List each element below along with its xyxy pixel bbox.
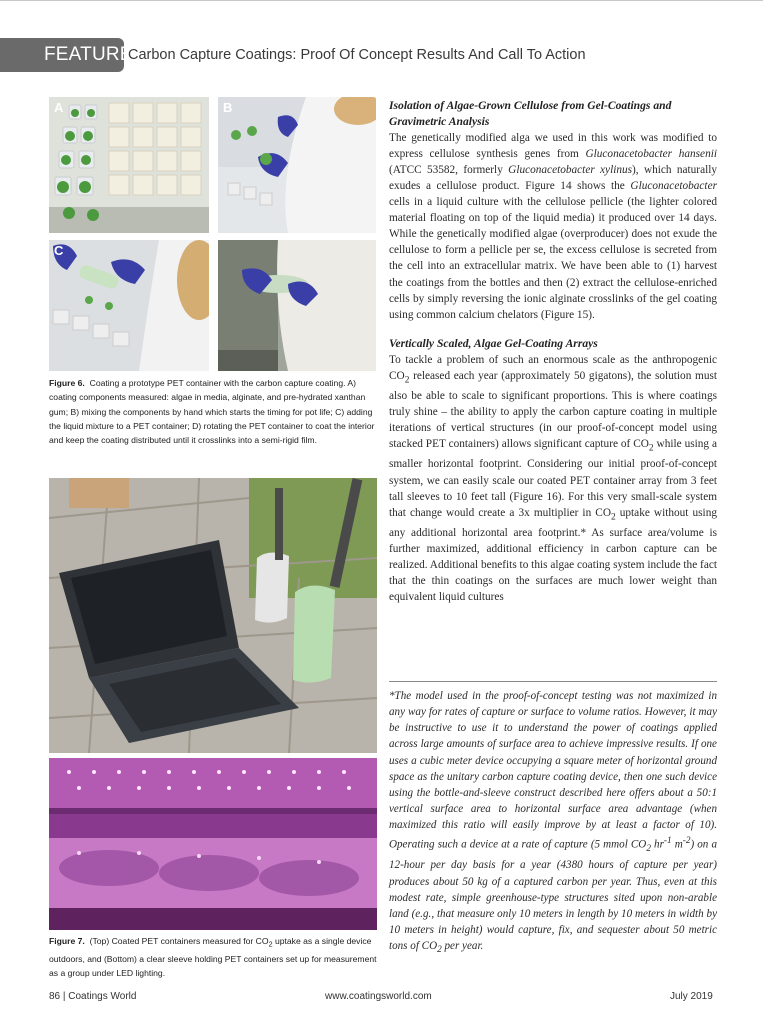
fn-text-e: per year. (441, 940, 484, 953)
fn-text-c: m (671, 839, 683, 852)
section1-heading: Isolation of Algae-Grown Cellulose from Gel-Coatings and Gravimetric Analysis (389, 99, 672, 129)
page-header (0, 38, 763, 72)
led-lighting-image (49, 758, 377, 930)
fn-sup-2: -2 (682, 836, 691, 847)
s1-text-c: ), which naturally exudes a cellulose product. Figure 14 shows the (389, 164, 718, 193)
fn-text-d: ) on a 12-hour per day basis for a year (4380 hours of capture per year) produces about 50 kg of a captured carbon per year. Thus, even at this modest rate, simple greenhouse-type structures sited upon non-arable land (e.g., that measure only 10 meters in length by 10 meters in width by 10 meters in height) would capture, fix, and sequester about 50 metric tons of CO (389, 839, 717, 953)
panel-label-c: C (54, 243, 64, 258)
panel-label-b: B (223, 100, 233, 115)
footer-date: July 2019 (670, 991, 713, 1002)
s2-text-a: To tackle a problem of such an enormous scale as the anthropogenic CO (389, 353, 717, 382)
header-title: Carbon Capture Coatings: Proof Of Concept Results And Call To Action (128, 47, 586, 63)
figure7-caption-sub: 2 (268, 940, 273, 949)
fn-sub-1: 2 (646, 844, 651, 855)
fn-text-b: hr (650, 839, 664, 852)
adding-mixture-image (49, 240, 209, 371)
article-body (389, 98, 717, 605)
s1-text-d: cells in a liquid culture with the cellulose pellicle (the lighter colored material floating on top of the liquid media) it produced over 14 days. While the genetically modified algae (overproducer) does not exude the cellulose to form a pellicle per se, the excess cellulose is secreted from the cell into an extracellular matrix. We have been able to (1) harvest the coatings from the bottles and then (2) extract the cellulose-enriched cells by simply reversing the ionic alginate crosslinks of the gel coating using common calcium chelators (Figure 15). (389, 196, 717, 321)
figure7-caption-label: Figure 7. (49, 936, 85, 946)
s2-sub-2: 2 (648, 443, 654, 454)
hand-mixing-image (218, 97, 376, 233)
s2-sub-1: 2 (404, 375, 410, 385)
figure6-panel-b-photo (218, 97, 376, 233)
footnote (389, 688, 717, 959)
figure7-caption-part1: (Top) Coated PET containers measured for CO (89, 936, 269, 946)
figure7-caption (49, 934, 377, 981)
s1-species-2: Gluconacetobacter xylinus (508, 164, 633, 177)
s1-species-1: Gluconacetobacter hansenii (585, 148, 717, 161)
section-tag: FEATURE (0, 38, 124, 72)
fn-text-a: *The model used in the proof-of-concept testing was not maximized in any way for rates of capture or surface to volume ratios. However, it may be instructive to use it to understand the power of coatings applied across large amounts of surface area to achieve impressive results. If one uses a cubic meter device occupying a square meter of horizontal ground space as the unitary carbon capture coating device, then one such device using the bottle-and-sleeve construct described here offers about a 50:1 vertical surface area to horizontal surface area advantage (when maximized this ratio will easily improve by at least a factor of 10). Operating such a device at a rate of capture (5 mmol CO (389, 690, 717, 852)
s1-text-b: (ATCC 53582, formerly (389, 164, 509, 177)
lab-tray-image (49, 97, 209, 233)
s2-text-d: uptake without using any additional horizontal area footprint.* As surface area/volume is further maximized, additional efficiency in carbon capture can be realized. Additional benefits to this algae coating system include the fact that the thin coatings on the surfaces are much lower weight than equivalent liquid cultures (389, 506, 717, 604)
s2-text-b: released each year (approximately 50 gigatons), the solution must also be able to scale to significant proportions. This is where coatings truly shine – the ability to apply the carbon capture coating in multiple iterations of vertical structures (in our proof-of-concept model using stacked PET containers) allows significant capture of CO (389, 369, 717, 451)
figure7-top-photo (49, 478, 377, 753)
fn-sup-1: -1 (663, 836, 672, 847)
figure6-caption-text: Coating a prototype PET container with the carbon capture coating. A) coating components measured: algae in media, alginate, and pre-hydrated xanthan gum; B) mixing the components by hand which starts the timing for pot life; C) adding the liquid mixture to a PET container; D) rotating the PET container to coat the interior and keep the coating distributed until it crosslinks into a semi-rigid film. (49, 378, 375, 446)
figure6-caption (49, 376, 377, 447)
top-rule (0, 0, 763, 1)
outdoor-laptop-image (49, 478, 377, 753)
figure6-panel-c-photo (49, 240, 209, 371)
section1-paragraph (389, 130, 717, 323)
s2-sub-3: 2 (610, 511, 616, 522)
s1-text-a: The genetically modified alga we used in this work was modified to express cellulose synthesis genes from (389, 132, 717, 161)
figure7-caption-part2: uptake as a single device outdoors, and (Bottom) a clear sleeve holding PET containers set up for measurement as a group under LED lighting. (49, 936, 377, 979)
footnote-divider (389, 681, 717, 682)
rotating-container-image (218, 240, 376, 371)
s2-text-c: while using a smaller horizontal footprint. Considering our initial proof-of-concept system, we can easily scale our coated PET container array from 3 feet tall sleeves to 10 feet tall (Figure 16). For this very small-scale system that change would create a 3x multiplier in CO (389, 438, 717, 519)
figure7-bottom-photo (49, 758, 377, 930)
section2-paragraph (389, 352, 717, 605)
s1-species-3: Gluconacetobacter (630, 180, 717, 193)
fn-sub-2: 2 (437, 945, 442, 956)
footer-url[interactable]: www.coatingsworld.com (325, 991, 432, 1002)
figure6-caption-label: Figure 6. (49, 378, 85, 388)
footer-page: 86 | Coatings World (49, 991, 137, 1002)
panel-label-a: A (54, 100, 64, 115)
figure6-panel-d-photo (218, 240, 376, 371)
figure6-panel-a-photo (49, 97, 209, 233)
section2-heading: Vertically Scaled, Algae Gel-Coating Arrays (389, 336, 598, 350)
